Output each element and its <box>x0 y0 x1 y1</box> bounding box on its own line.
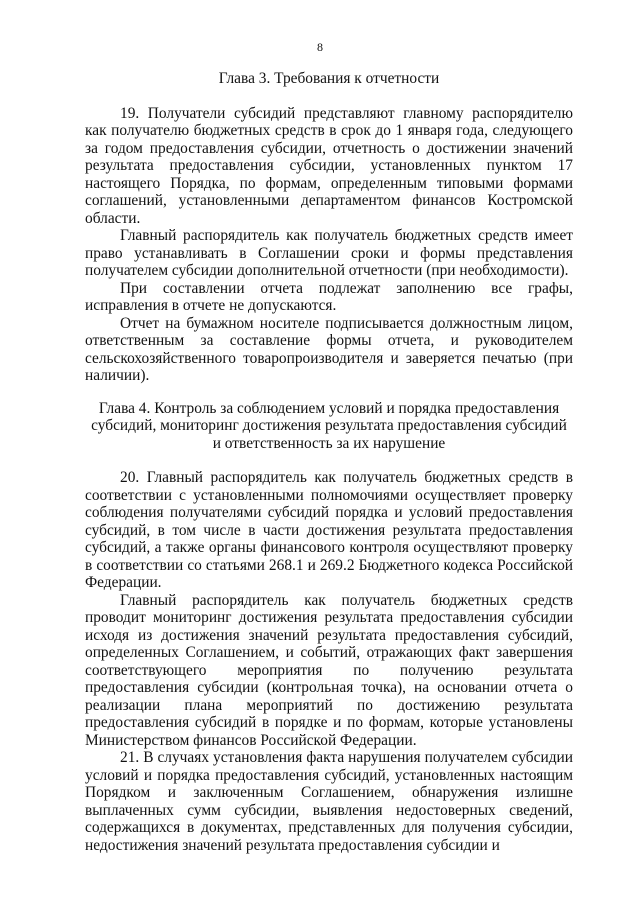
paragraph-signature: Отчет на бумажном носителе подписывается должностным лицом, ответственным за составление формы отчета, и руководителем сельскохозяйственного товаропроизводителя и заверяется печатью (при наличии). <box>85 314 573 384</box>
chapter-3-title: Глава 3. Требования к отчетности <box>218 70 440 87</box>
chapter-4-title-line: Глава 4. Контроль за соблюдением условий и порядка предоставления <box>98 399 560 417</box>
chapter-4-title-line: субсидий, мониторинг достижения результата предоставления субсидий <box>91 417 567 434</box>
chapter-4-title-line: и ответственность за их нарушение <box>212 434 446 452</box>
paragraph-rights: Главный распорядитель как получатель бюджетных средств имеет право устанавливать в Соглашении сроки и формы представления получателем субсидии дополнительной отчетности (при необходимости). <box>85 227 573 279</box>
paragraph-20: 20. Главный распорядитель как получатель бюджетных средств в соответствии с установленными полномочиями осуществляет проверку соблюдения получателями субсидий порядка и условий предоставления субсидий, в том числе в части достижения результата предоставления субсидий, а также органы финансового контроля осуществляют проверку в соответствии со статьями 268.1 и 269.2 Бюджетного кодекса Российской Федерации. <box>85 469 573 591</box>
chapter-4-title <box>85 400 573 453</box>
document-body <box>85 70 573 854</box>
page-number: 8 <box>317 40 323 54</box>
paragraph-filling: При составлении отчета подлежат заполнению все графы, исправления в отчете не допускаются. <box>85 279 573 314</box>
paragraph-21: 21. В случаях установления факта нарушения получателем субсидии условий и порядка предоставления субсидий, установленных настоящим Порядком и заключенным Соглашением, обнаружения излишне выплаченных сумм субсидии, выявления недостоверных сведений, содержащихся в документах, представленных для получения субсидии, недостижения значений результата предоставления субсидии и <box>85 749 573 854</box>
paragraph-monitoring: Главный распорядитель как получатель бюджетных средств проводит мониторинг достижения результата предоставления субсидии исходя из достижения значений результата предоставления субсидий, определенных Соглашением, и событий, отражающих факт завершения соответствующего мероприятия по получению результата предоставления субсидии (контрольная точка), на основании отчета о реализации плана мероприятий по достижению результата предоставления субсидий в порядке и по формам, которые установлены Министерством финансов Российской Федерации. <box>85 591 573 749</box>
paragraph-19: 19. Получатели субсидий представляют главному распорядителю как получателю бюджетных средств в срок до 1 января года, следующего за годом предоставления субсидии, отчетность о достижении значений результата предоставления субсидии, установленных пунктом 17 настоящего Порядка, по формам, определенным типовыми формами соглашений, установленными департаментом финансов Костромской области. <box>85 104 573 227</box>
